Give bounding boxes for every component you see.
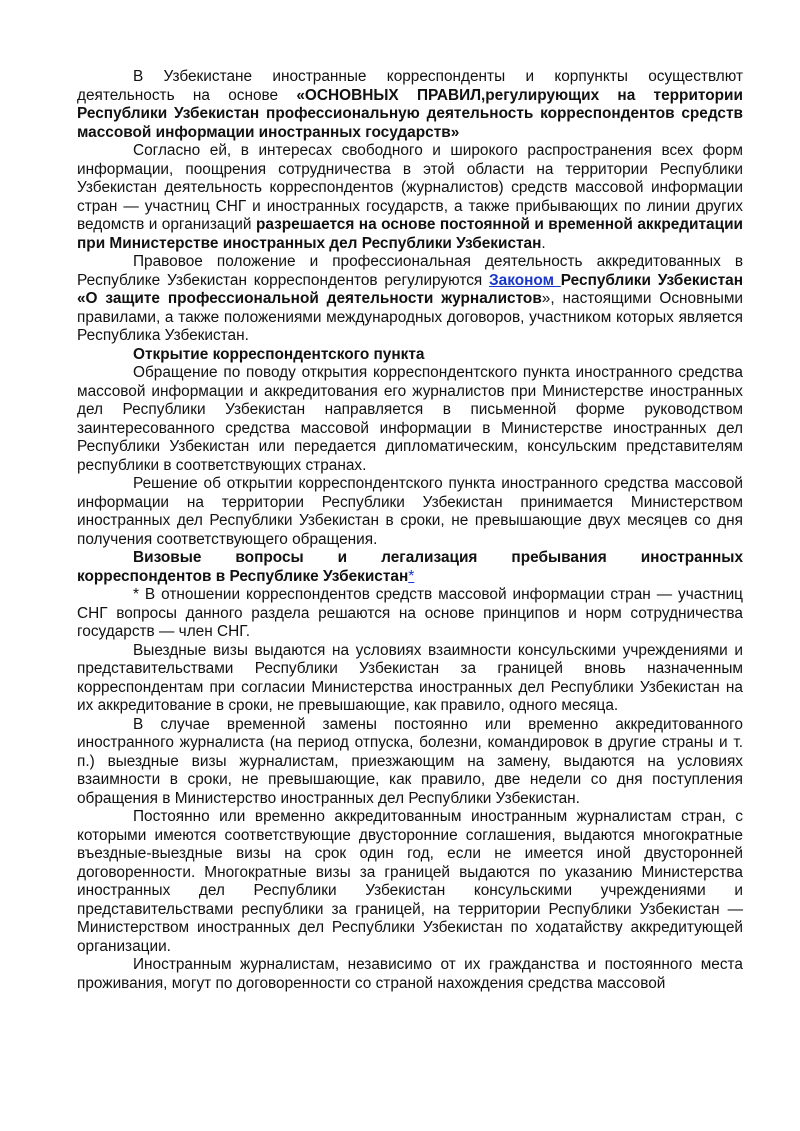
paragraph-legal-status [77,253,743,346]
intro-text: В Узбекистане иностранные корреспонденты и корпункты осуществлют деятельность на основе [77,68,743,104]
accreditation-text: Согласно ей, в интересах свободного и широкого распространения всех форм информации, поощрения сотрудничества в этой области на территории Республики Узбекистан деятельность корреспондентов (журналистов) средств массовой информации стран — участниц СНГ и иностранных государств, а также прибывающих по линии других ведомств и организаций [77,142,743,233]
paragraph-request: Обращение по поводу открытия корреспондентского пункта иностранного средства массовой информации и аккредитования его журналистов при Министерстве иностранных дел Республики Узбекистан направляется в письменной форме руководством заинтересованного средства массовой информации в Министерстве иностранных дел Республики Узбекистан или передается дипломатическим, консульским представителям республики в соответствующих странах. [77,364,743,474]
accreditation-end: . [541,234,546,252]
law-title: Республики Узбекистан «О защите профессиональной деятельности журналистов [77,271,743,307]
paragraph-decision: Решение об открытии корреспондентского пункта иностранного средства массовой информации на территории Республики Узбекистан принимается Министерством иностранных дел Республики Узбекистан в сроки, не превышающие двух месяцев со дня получения соответствующего обращения. [77,475,743,548]
paragraph-exit-visas: Выездные визы выдаются на условиях взаимности консульскими учреждениями и представительствами Республики Узбекистан за границей вновь назначенным корреспондентам при согласии Министерства иностранных дел Республики Узбекистан на их аккредитование в сроки, не превышающие, как правило, одного месяца. [77,641,743,714]
accreditation-bold: разрешается на основе постоянной и временной аккредитации при Министерстве иностранных дел Республики Узбекистан [77,216,744,252]
paragraph-multiple-visas: Постоянно или временно аккредитованным иностранным журналистам стран, с которыми имеются соответствующие двусторонние соглашения, выдаются многократные въездные-выездные визы на срок один год, если не имеется иной двусторонней договоренности. Многократные визы за границей выдаются по указанию Министерства иностранных дел Республики Узбекистан консульскими учреждениями и представительствами республики за границей, на территории Республики Узбекистан — Министерством иностранных дел Республики Узбекистан по ходатайству аккредитующей организации. [77,808,743,955]
paragraph-temporary-replacement: В случае временной замены постоянно или временно аккредитованного иностранного журналиста (на период отпуска, болезни, командировок в другие страны и т. п.) выездные визы журналистам, приезжающим на замену, выдаются на условиях взаимности в сроки, не превышающие, как правило, две недели со дня поступления обращения в Министерство иностранных дел Республики Узбекистан. [77,715,743,807]
legal-status-end: », настоящими Основными правилами, а также положениями международных договоров, участником которых является Республика Узбекистан. [77,290,744,344]
footnote-link[interactable]: * [408,567,415,585]
paragraph-intro [77,68,743,142]
rules-title: «ОСНОВНЫХ ПРАВИЛ,регулирующих на территории Республики Узбекистан профессиональную деятельность корреспондентов средств массовой информации иностранных государств» [77,86,743,141]
legal-status-text: Правовое положение и профессиональная деятельность аккредитованных в Республике Узбекистан корреспондентов регулируются [77,253,743,289]
paragraph-foreign-journalists: Иностранным журналистам, независимо от их гражданства и постоянного места проживания, могут по договоренности со страной нахождения средства массовой [77,956,743,992]
paragraph-footnote: * В отношении корреспондентов средств массовой информации стран — участниц СНГ вопросы данного раздела решаются на основе принципов и норм сотрудничества государств — член СНГ. [77,586,743,640]
section-heading-visa-line1: Визовые вопросы и легализация пребывания иностранных [133,549,743,566]
document-body [77,68,743,993]
section-heading-visa-line2: корреспондентов в Республике Узбекистан* [77,567,415,585]
law-link[interactable]: Законом [489,271,561,289]
paragraph-accreditation [77,142,743,253]
section-heading-opening: Открытие корреспондентского пункта [133,345,425,363]
